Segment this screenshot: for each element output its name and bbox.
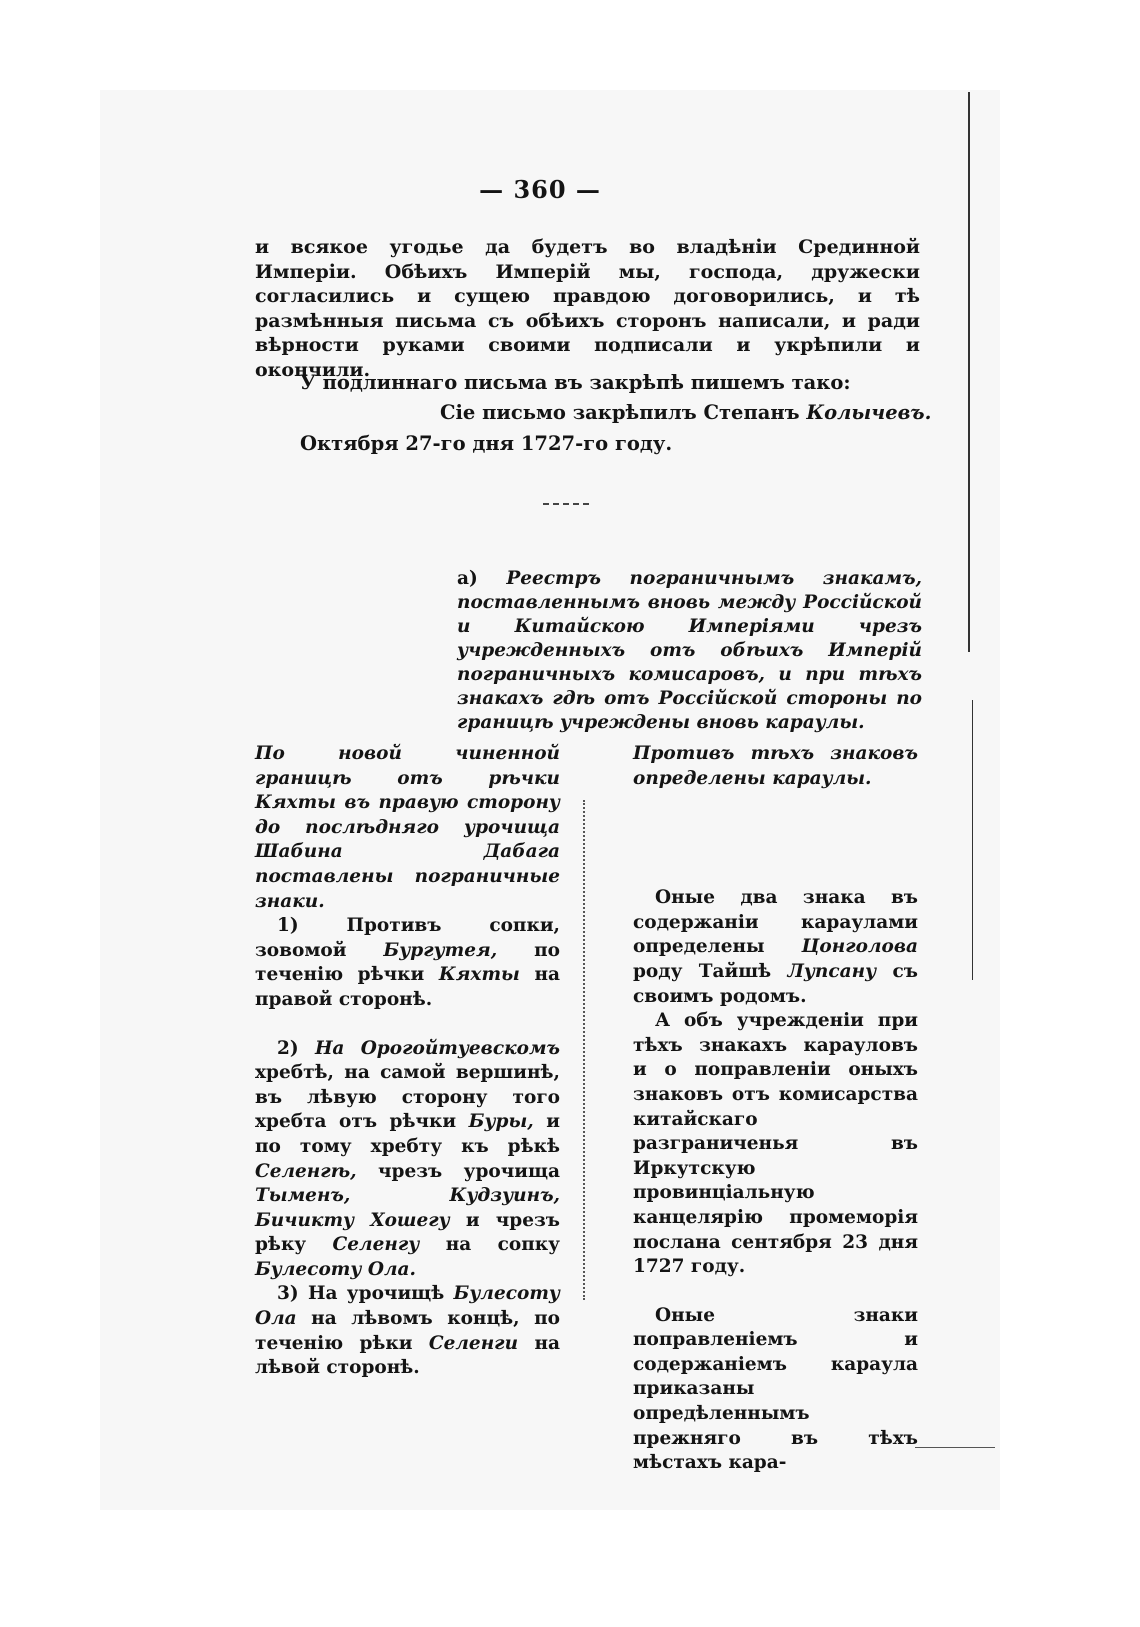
seal-signature [440,401,931,424]
signature-prefix: Сіе письмо закрѣпилъ Степанъ [440,401,800,424]
right-note-2: А объ учрежденіи при тѣхъ знакахъ карауловъ и о поправленіи оныхъ знаковъ отъ комисарства китайскаго разграниченья въ Иркутскую провинціальную канцелярію промеморія послана сентября 23 дня 1727 году. [633,1010,918,1278]
section-title: Реестръ пограничнымъ знакамъ, поставленнымъ вновь между Россійской и Китайскою Имперіями чрезъ учрежденныхъ отъ обѣихъ Имперій пограничныхъ комисаровъ, и при тѣхъ знакахъ гдѣ отъ Россійской стороны по границѣ учреждены вновь караулы. [457,568,922,733]
entry-2: 2) На Орогойтуевскомъ хребтѣ, на самой вершинѣ, въ лѣвую сторону того хребта отъ рѣчки Буры, и по тому хребту къ рѣкѣ Селенгѣ, чрезъ урочища Тыменъ, Кудзуинъ, Бичикту Хошегу и чрезъ рѣку Селенгу на сопку Булесоту Ола. [255,1037,560,1280]
section-marker: а) [457,568,478,589]
left-column [255,742,560,1381]
page-number: — 360 — [479,175,601,204]
seal-date: Октября 27-го дня 1727-го году. [300,432,673,455]
right-column [633,742,918,1476]
right-note-1: Оные два знака въ содержаніи караулами определены Цонголова роду Тайшѣ Лупсану съ своимъ родомъ. [633,887,918,1007]
entry-3: 3) На урочищѣ Булесоту Ола на лѣвомъ концѣ, по теченію рѣки Селенги на лѣвой сторонѣ. [255,1283,560,1379]
section-separator [543,503,589,505]
left-column-header: По новой чиненной границѣ отъ рѣчки Кяхты въ правую сторону до послѣдняго урочища Шабина Дабага поставлены пограничные знаки. [255,743,560,912]
entry-1: 1) Противъ сопки, зовомой Бургутея, по теченію рѣчки Кяхты на правой сторонѣ. [255,915,560,1010]
signature-name: Колычевъ. [806,401,932,424]
right-column-header: Противъ тѣхъ знаковъ определены караулы. [633,743,918,789]
bottom-rule [915,1447,995,1448]
page-edge-line [968,92,970,652]
section-heading [457,567,922,735]
right-note-3: Оные знаки поправленіемъ и содержаніемъ караула приказаны опредѣленнымъ прежняго въ тѣхъ мѣстахъ кара- [633,1304,918,1474]
column-divider [583,800,585,1300]
seal-caption: У подлиннаго письма въ закрѣпѣ пишемъ тако: [300,371,851,394]
page-edge-line-lower [972,700,973,980]
opening-paragraph: и всякое угодье да будетъ во владѣніи Срединной Имперіи. Обѣихъ Имперій мы, господа, дружески согласились и сущею правдою договорились, и тѣ размѣнныя письма съ обѣихъ сторонъ написали, и ради вѣрности руками своими подписали и укрѣпили и окончили. [255,236,920,381]
